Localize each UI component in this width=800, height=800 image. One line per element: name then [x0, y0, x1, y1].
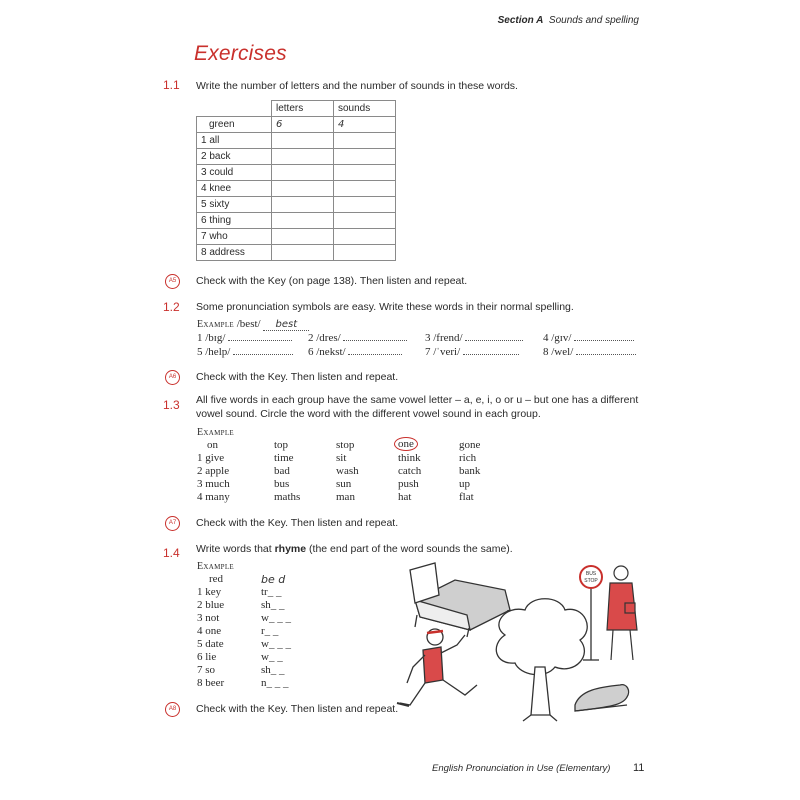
rhyme-blank[interactable]: w_ _ _ [261, 638, 291, 650]
word-cell[interactable]: rich [459, 452, 477, 464]
section-label: Section A [497, 15, 544, 26]
phonetic-item: 4 /gɪv/ [543, 332, 572, 344]
bus-sign-text-2: STOP [584, 578, 598, 584]
table-word: 8 address [197, 245, 272, 261]
answer-blank[interactable] [343, 340, 407, 341]
exercise-1-2-item [197, 346, 293, 358]
letters-answer[interactable] [272, 133, 334, 149]
table-word: 1 all [197, 133, 272, 149]
audio-track-icon[interactable]: A6 [165, 370, 180, 385]
exercise-1-2-item [543, 332, 634, 344]
answer-blank[interactable] [574, 340, 634, 341]
exercise-1-1-check: Check with the Key (on page 138). Then listen and repeat. [196, 275, 468, 287]
word-cell: 5 date [197, 638, 224, 650]
word-cell[interactable]: sun [336, 478, 352, 490]
phonetic-item: 8 /wel/ [543, 346, 574, 358]
table-row [197, 165, 396, 181]
table-row [197, 181, 396, 197]
runner-drawing [397, 629, 477, 706]
word-cell[interactable]: think [398, 452, 421, 464]
answer-blank[interactable] [576, 354, 636, 355]
word-cell: 6 lie [197, 651, 217, 663]
exercise-1-2-item [308, 346, 402, 358]
instruction-keyword: rhyme [274, 543, 307, 555]
table-row [197, 117, 396, 133]
sounds-answer[interactable] [334, 133, 396, 149]
word-cell: 2 blue [197, 599, 225, 611]
audio-track-icon[interactable]: A7 [165, 516, 180, 531]
answer-blank[interactable] [348, 354, 402, 355]
sounds-answer[interactable]: 4 [334, 117, 396, 133]
word-cell[interactable]: catch [398, 465, 422, 477]
rhyme-word-grid [197, 573, 317, 693]
table-row [197, 149, 396, 165]
example-answer: best [263, 319, 309, 331]
bed-drawing [410, 563, 510, 637]
sounds-answer[interactable] [334, 229, 396, 245]
letters-answer[interactable] [272, 229, 334, 245]
word-cell: red [209, 573, 224, 585]
word-cell: 7 so [197, 664, 216, 676]
table-word: 6 thing [197, 213, 272, 229]
rhyme-blank[interactable]: w_ _ _ [261, 612, 291, 624]
word-cell[interactable]: wash [336, 465, 359, 477]
exercise-1-3-instruction-line1: All five words in each group have the same vowel letter – a, e, i, o or u – but one has a different [196, 394, 639, 406]
page-title: Exercises [194, 42, 287, 65]
instruction-text: Write words that [196, 543, 275, 555]
example-answer: be d [261, 573, 286, 586]
exercise-1-2-item [543, 346, 636, 358]
example-symbol: /best/ [236, 318, 261, 330]
rhyme-blank[interactable]: sh_ _ [261, 599, 285, 611]
circled-answer: one [394, 437, 418, 451]
word-cell: top [274, 439, 289, 451]
letters-answer[interactable] [272, 165, 334, 181]
answer-blank[interactable] [463, 354, 519, 355]
vowel-word-grid [197, 439, 517, 509]
sounds-answer[interactable] [334, 149, 396, 165]
audio-track-icon[interactable]: A5 [165, 274, 180, 289]
letters-answer[interactable] [272, 245, 334, 261]
word-cell[interactable]: hat [398, 491, 412, 503]
rhyme-blank[interactable]: w_ _ [261, 651, 283, 663]
word-cell[interactable]: bank [459, 465, 481, 477]
sounds-answer[interactable] [334, 165, 396, 181]
exercise-number-1-1: 1.1 [163, 78, 180, 92]
instruction-text: (the end part of the word sounds the same). [306, 543, 513, 555]
table-row [197, 133, 396, 149]
rhyme-blank[interactable]: r_ _ [261, 625, 279, 637]
table-row [197, 245, 396, 261]
exercise-number-1-2: 1.2 [163, 300, 180, 314]
word-cell: 1 key [197, 586, 222, 598]
word-cell: gone [459, 439, 481, 451]
letters-sounds-table [196, 100, 396, 261]
table-row [197, 197, 396, 213]
exercise-number-1-3: 1.3 [163, 398, 180, 412]
exercise-number-1-4: 1.4 [163, 546, 180, 560]
exercise-1-4-instruction [196, 543, 513, 555]
shoe-drawing [575, 685, 629, 711]
column-header-letters: letters [272, 101, 334, 117]
table-row [197, 213, 396, 229]
answer-blank[interactable] [233, 354, 293, 355]
word-cell[interactable]: up [459, 478, 470, 490]
example-label: Example [197, 561, 234, 572]
sounds-answer[interactable] [334, 181, 396, 197]
word-cell[interactable]: 2 apple [197, 465, 230, 477]
table-word: 4 knee [197, 181, 272, 197]
letters-answer[interactable] [272, 149, 334, 165]
sounds-answer[interactable] [334, 213, 396, 229]
answer-blank[interactable] [228, 340, 292, 341]
table-row [197, 229, 396, 245]
word-cell[interactable]: man [336, 491, 355, 503]
table-corner [197, 101, 272, 117]
example-label: Example [197, 319, 234, 330]
audio-track-icon[interactable]: A8 [165, 702, 180, 717]
circled-word[interactable] [394, 438, 418, 451]
letters-answer[interactable]: 6 [272, 117, 334, 133]
tree-drawing [496, 599, 587, 721]
word-cell: 4 one [197, 625, 222, 637]
section-title: Sounds and spelling [548, 15, 639, 26]
letters-answer[interactable] [272, 181, 334, 197]
exercise-1-2-example [197, 318, 309, 331]
book-title-footer: English Pronunciation in Use (Elementary) [432, 763, 611, 774]
letters-answer[interactable] [272, 197, 334, 213]
word-cell[interactable]: 1 give [197, 452, 225, 464]
word-cell[interactable]: 4 many [197, 491, 230, 503]
word-cell[interactable]: bad [274, 465, 290, 477]
phonetic-item: 5 /help/ [197, 346, 231, 358]
rhyme-illustration [395, 555, 645, 730]
exercise-1-3-instruction-line2: vowel sound. Circle the word with the different vowel sound in each group. [196, 408, 541, 420]
exercise-1-2-item [308, 332, 407, 344]
bus-sign-text-1: BUS [585, 571, 597, 577]
phonetic-item: 2 /dres/ [308, 332, 341, 344]
table-word: green [197, 117, 272, 133]
exercise-1-1-instruction: Write the number of letters and the number of sounds in these words. [196, 80, 518, 92]
exercise-1-2-item [425, 332, 523, 344]
phonetic-item: 3 /frend/ [425, 332, 463, 344]
word-cell: stop [336, 439, 355, 451]
running-header [498, 15, 639, 26]
word-cell[interactable]: time [274, 452, 294, 464]
column-header-sounds: sounds [334, 101, 396, 117]
word-cell: on [207, 439, 218, 451]
table-word: 5 sixty [197, 197, 272, 213]
word-cell: 8 beer [197, 677, 225, 689]
exercise-1-2-item [425, 346, 519, 358]
rhyme-blank[interactable]: sh_ _ [261, 664, 285, 676]
rhyme-blank[interactable]: tr_ _ [261, 586, 282, 598]
phonetic-item: 1 /bɪg/ [197, 332, 226, 344]
phonetic-item: 6 /nekst/ [308, 346, 346, 358]
word-cell[interactable]: sit [336, 452, 347, 464]
rhyme-blank[interactable]: n_ _ _ [261, 677, 289, 689]
letters-answer[interactable] [272, 213, 334, 229]
word-cell[interactable]: push [398, 478, 419, 490]
exercise-1-3-check: Check with the Key. Then listen and repeat. [196, 517, 399, 529]
page-number: 11 [633, 762, 645, 774]
example-label: Example [197, 427, 234, 438]
exercise-1-4-check: Check with the Key. Then listen and repeat. [196, 703, 399, 715]
table-word: 2 back [197, 149, 272, 165]
word-cell[interactable]: flat [459, 491, 474, 503]
word-cell[interactable]: maths [274, 491, 301, 503]
word-cell: 3 not [197, 612, 220, 624]
woman-drawing [607, 566, 637, 660]
exercise-1-2-item [197, 332, 292, 344]
table-word: 3 could [197, 165, 272, 181]
exercise-1-2-check: Check with the Key. Then listen and repeat. [196, 371, 399, 383]
table-word: 7 who [197, 229, 272, 245]
word-cell[interactable]: 3 much [197, 478, 230, 490]
sounds-answer[interactable] [334, 245, 396, 261]
word-cell[interactable]: bus [274, 478, 290, 490]
sounds-answer[interactable] [334, 197, 396, 213]
table-header-row [197, 101, 396, 117]
exercise-1-2-instruction: Some pronunciation symbols are easy. Write these words in their normal spelling. [196, 301, 574, 313]
answer-blank[interactable] [465, 340, 523, 341]
phonetic-item: 7 /ˈveri/ [425, 346, 461, 358]
